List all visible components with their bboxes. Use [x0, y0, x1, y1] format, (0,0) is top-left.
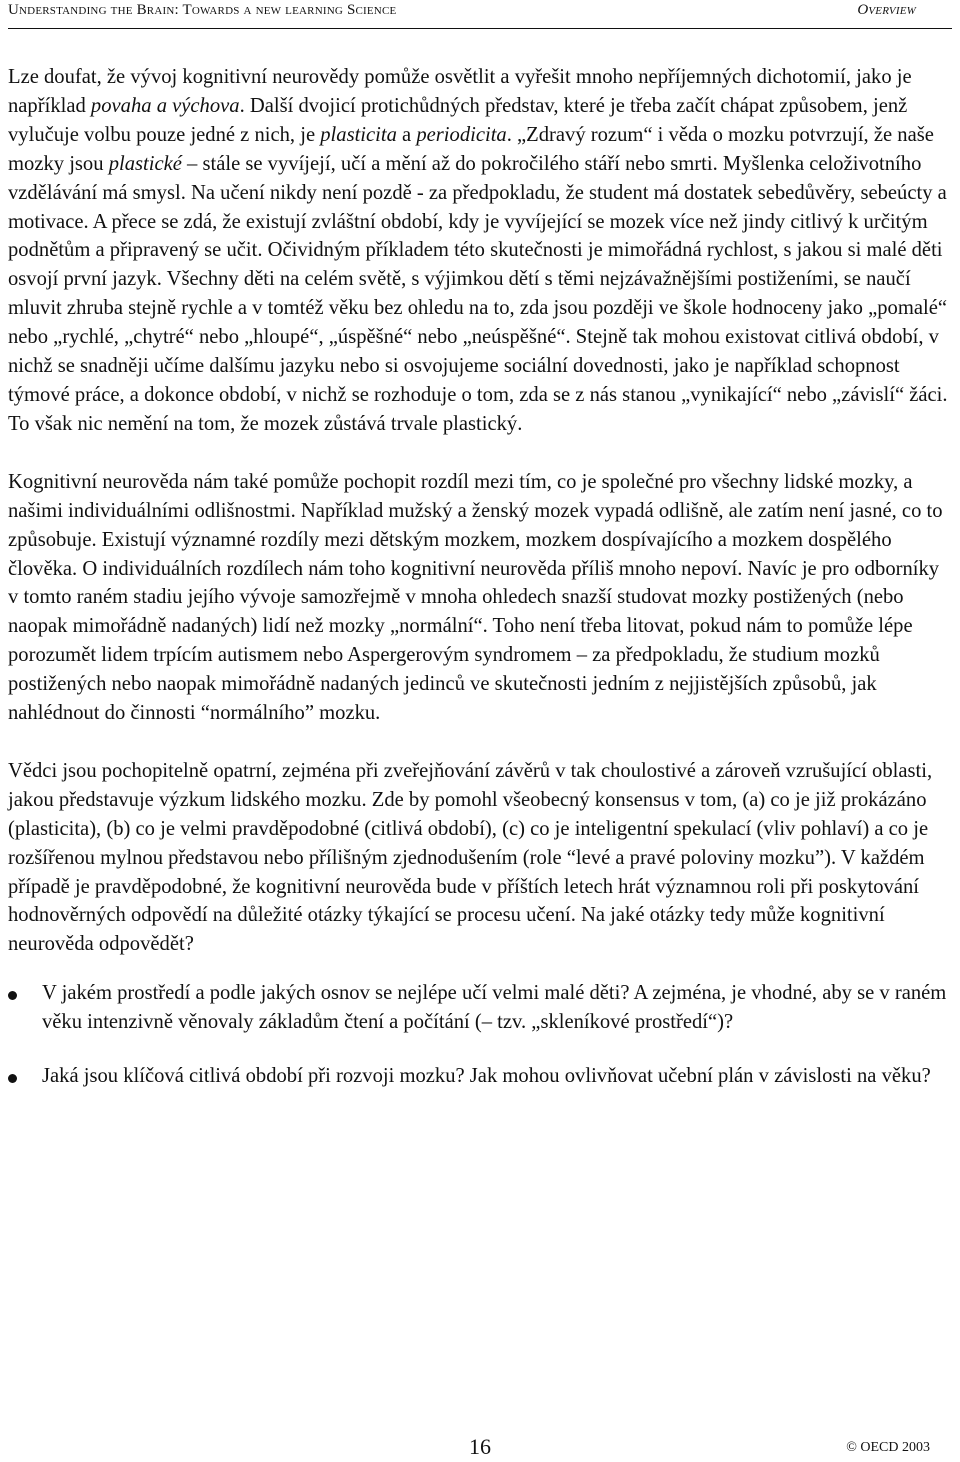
- paragraph-text: Kognitivní neurověda nám také pomůže pochopit rozdíl mezi tím, co je společné pro všechny lidské mozky, a našimi individuálními odlišnostmi. Například mužský a ženský mozek vypadá odlišně, ale zatím není jasné, co to způsobuje. Existují významné rozdíly mezi dětským mozkem, mozkem dospívajícího a mozkem dospělého člověka. O individuálních rozdílech nám toho kognitivní neurověda příliš mnoho nepoví. Navíc je pro odborníky v tomto raném stadiu jejího vývoje samozřejmě v mnoha ohledech snazší studovat mozky postižených (nebo naopak mimořádně nadaných) lidí než mozky „normální“. Toho není třeba litovat, pokud nám to pomůže lépe porozumět lidem trpícím autismem nebo Aspergerovým syndromem – za předpokladu, že studium mozků postižených nebo naopak mimořádně nadaných jedinců ve skutečnosti jedním z nejjistějších způsobů, jak nahlédnout do činnosti “normálního” mozku.: [8, 470, 943, 725]
- running-header-title: Understanding the Brain: Towards a new learning Science: [8, 2, 397, 18]
- list-item: [8, 979, 952, 1037]
- paragraph-text: Lze doufat, že vývoj kognitivní neurovědy pomůže osvětlit a vyřešit mnoho nepříjemných dichotomií, jako je například: [8, 66, 912, 117]
- paragraph: [8, 757, 952, 959]
- copyright-notice: © OECD 2003: [846, 1440, 930, 1455]
- paragraph-text: a: [396, 123, 417, 146]
- body-text: [8, 63, 952, 1116]
- running-header: [8, 0, 952, 24]
- page-number: 16: [469, 1434, 491, 1459]
- header-rule: [8, 28, 952, 29]
- list-item-text: Jaká jsou klíčová citlivá období při rozvoji mozku? Jak mohou ovlivňovat učební plán v závislosti na věku?: [42, 1065, 931, 1088]
- list-item-text: V jakém prostředí a podle jakých osnov se nejlépe učí velmi malé děti? A zejména, je vhodné, aby se v raném věku intenzivně věnovaly základům čtení a počítání (– tzv. „skleníkové prostředí“)?: [42, 982, 947, 1034]
- bullet-icon: [8, 991, 17, 1000]
- emphasized-term: periodicita: [416, 123, 507, 146]
- emphasized-term: plastické: [108, 152, 182, 175]
- running-header-section: Overview: [857, 2, 916, 18]
- emphasized-term: plasticita: [320, 123, 397, 146]
- paragraph: [8, 468, 952, 728]
- paragraph-text: Vědci jsou pochopitelně opatrní, zejména při zveřejňování závěrů v tak choulostivé a zároveň vzrušující oblasti, jakou představuje výzkum lidského mozku. Zde by pomohl všeobecný konsensus v tom, (a) co je již prokázáno (plasticita), (b) co je velmi pravděpodobné (citlivá období), (c) co je inteligentní spekulací (vliv pohlaví) a co je rozšířenou mylnou představou nebo přílišným zjednodušením (role “levé a pravé poloviny mozku”). V každém případě je pravděpodobné, že kognitivní neurověda bude v příštích letech hrát významnou roli při poskytování hodnověrných odpovědí na důležité otázky týkající se procesu učení. Na jaké otázky tedy může kognitivní neurověda odpovědět?: [8, 759, 933, 956]
- bullet-icon: [8, 1074, 17, 1083]
- paragraph-text: . „Zdravý rozum“ i věda o mozku potvrzují, že naše mozky jsou: [8, 123, 934, 175]
- paragraph-text: . Další dvojicí protichůdných představ, které je třeba začít chápat způsobem, jenž vylučuje volbu pouze jedné z nich, je: [8, 94, 908, 146]
- paragraph: [8, 63, 952, 439]
- question-list: [8, 979, 952, 1091]
- paragraph-text: – stále se vyvíjejí, učí a mění až do pokročilého stáří nebo smrti. Myšlenka celoživotního vzdělávání má smysl. Na učení nikdy není pozdě - za předpokladu, že student má dostatek sebedůvěry, sebeúcty a motivace. A přece se zdá, že existují zvláštní období, kdy je vyvíjející se mozek více než jindy citlivý k určitým podnětům a připravený se učit. Očividným příkladem této skutečnosti je mimořádná rychlost, s jakou si malé děti osvojí první jazyk. Všechny děti na celém světě, s výjimkou dětí s těmi nejzávažnějšími postiženími, se naučí mluvit zhruba stejně rychle a v tomtéž věku bez ohledu na to, zda jsou později ve škole hodnoceny jako „pomalé“ nebo „rychlé, „chytré“ nebo „hloupé“, „úspěšné“ nebo „neúspěšné“. Stejně tak mohou existovat citlivá období, v nichž se snadněji učíme dalšímu jazyku nebo si osvojujeme sociální dovednosti, jako je například schopnost týmové práce, a dokonce období, v nichž se rozhoduje o tom, zda se z nás stanou „vynikající“ nebo „závislí“ žáci. To však nic nemění na tom, že mozek zůstává trvale plastický.: [8, 152, 948, 435]
- emphasized-term: povaha a výchova: [90, 94, 240, 117]
- list-item: [8, 1062, 952, 1091]
